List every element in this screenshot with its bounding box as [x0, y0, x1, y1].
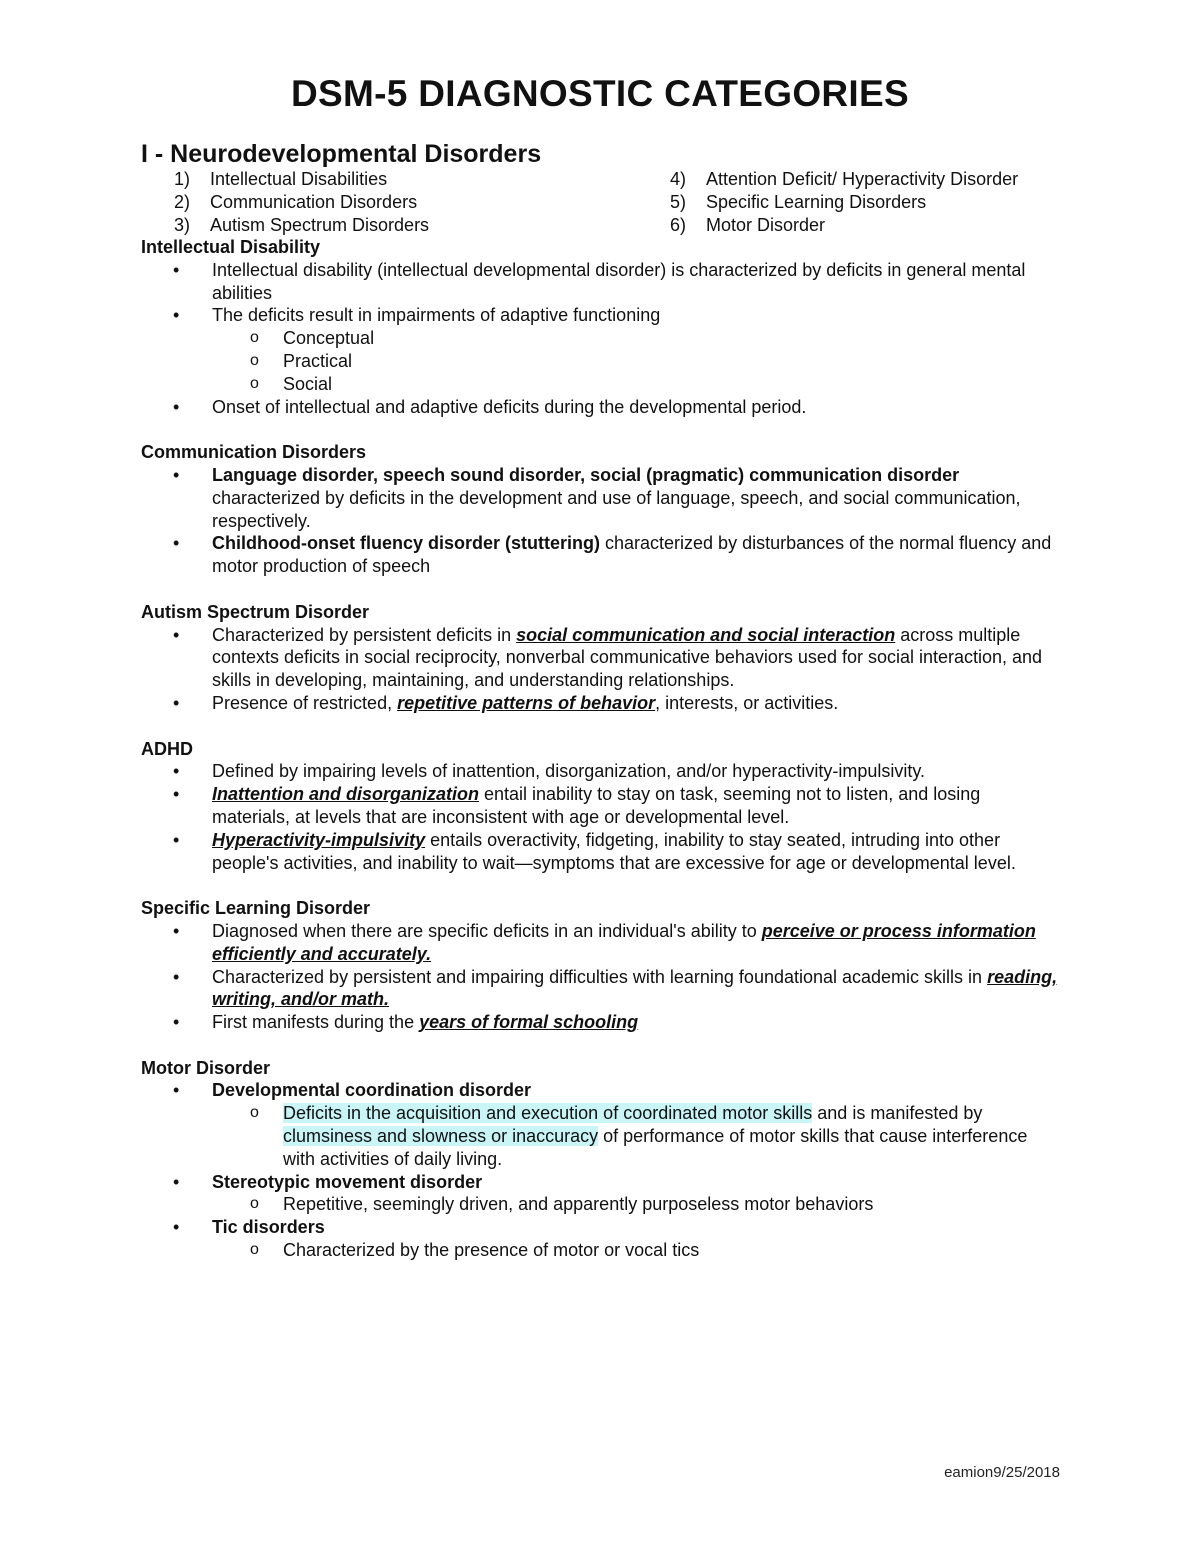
- bullet-list: [141, 464, 1061, 578]
- bold-term: Childhood-onset fluency disorder (stuttering): [212, 533, 600, 554]
- sub-list: [212, 1102, 1061, 1170]
- bullet-text: First manifests during the: [212, 1012, 420, 1033]
- sub-item: [212, 1102, 1061, 1170]
- heading-autism-spectrum-disorder: Autism Spectrum Disorder: [141, 601, 370, 622]
- emphasis-text: years of formal schooling: [419, 1012, 639, 1033]
- toc-number: 1): [174, 169, 191, 189]
- bullet-item: [141, 624, 1061, 692]
- bullet-item: • Defined by impairing levels of inattention, disorganization, and/or hyperactivity-impulsivity.: [141, 760, 1061, 783]
- page-title: DSM-5 DIAGNOSTIC CATEGORIES: [291, 73, 909, 114]
- highlighted-text: clumsiness and slowness or inaccuracy: [283, 1126, 599, 1147]
- bullet-item: [141, 783, 1061, 829]
- sub-text: and is manifested by: [812, 1103, 983, 1124]
- emphasis-text: reading, writing, and/or math.: [212, 966, 1058, 1010]
- bullet-list: [141, 1079, 1061, 1261]
- toc-number: 4): [670, 169, 687, 189]
- heading-intellectual-disability: Intellectual Disability: [141, 237, 321, 257]
- bold-term: Tic disorders: [212, 1217, 325, 1238]
- heading-specific-learning-disorder: Specific Learning Disorder: [141, 898, 371, 919]
- bullet-item: [141, 1011, 1061, 1034]
- toc-number: 6): [670, 215, 687, 235]
- bullet-text: Characterized by persistent deficits in: [212, 624, 517, 645]
- toc-item: [670, 214, 1018, 237]
- bullet-item: [141, 1216, 1061, 1262]
- bullet-list: [141, 624, 1061, 715]
- bold-term: Stereotypic movement disorder: [212, 1171, 483, 1192]
- bullet-text: across multiple contexts deficits in social reciprocity, nonverbal communicative behaviors used for social interaction, and skills in developing, maintaining, and understanding relationships.: [212, 624, 1043, 691]
- toc-item: [670, 168, 1018, 191]
- toc-item: [174, 191, 429, 214]
- bullet-item: [141, 966, 1061, 1012]
- sub-item: o Repetitive, seemingly driven, and apparently purposeless motor behaviors: [212, 1193, 1061, 1216]
- bullet-text: Diagnosed when there are specific deficits in an individual's ability to: [212, 920, 762, 941]
- bullet-item: • Intellectual disability (intellectual developmental disorder) is characterized by deficits in general mental abilities: [141, 259, 1061, 305]
- toc-label: Attention Deficit/ Hyperactivity Disorder: [706, 169, 1019, 189]
- toc-label: Autism Spectrum Disorders: [210, 215, 430, 235]
- highlighted-text: Deficits in the acquisition and execution of coordinated motor skills: [283, 1103, 813, 1124]
- bullet-text: , interests, or activities.: [655, 692, 839, 713]
- toc-number: 3): [174, 215, 191, 235]
- page-footer: eamion9/25/2018: [944, 1464, 1060, 1481]
- sub-list: [212, 327, 1061, 395]
- heading-adhd: ADHD: [141, 738, 193, 759]
- bullet-text: Characterized by persistent and impairing difficulties with learning foundational academic skills in: [212, 966, 988, 987]
- toc-right-list: [670, 168, 1018, 237]
- bullet-text: entail inability to stay on task, seeming not to listen, and losing materials, at levels that are inconsistent with age or developmental level.: [212, 784, 981, 827]
- bullet-item: [141, 920, 1061, 966]
- sub-list: [212, 1193, 1061, 1216]
- toc-label: Communication Disorders: [210, 192, 418, 212]
- toc-number: 5): [670, 192, 687, 212]
- heading-motor-disorder: Motor Disorder: [141, 1057, 271, 1078]
- bullet-item: [141, 1079, 1061, 1170]
- bullet-text: Presence of restricted,: [212, 692, 398, 713]
- bullet-item: [141, 1171, 1061, 1217]
- bold-term: Language disorder, speech sound disorder, social (pragmatic) communication disorder: [212, 464, 960, 485]
- sub-item: o Social: [212, 373, 1061, 396]
- bullet-item: [141, 829, 1061, 875]
- bullet-item: [141, 532, 1061, 578]
- emphasis-text: Inattention and disorganization: [212, 784, 479, 805]
- bullet-list: [141, 259, 1061, 419]
- bullet-item: [141, 304, 1061, 395]
- toc-item: [670, 191, 1018, 214]
- toc-left-list: [174, 168, 429, 237]
- toc-label: Specific Learning Disorders: [706, 192, 927, 212]
- bullet-list: [141, 920, 1061, 1034]
- bullet-item: [141, 464, 1061, 532]
- emphasis-text: perceive or process information efficiently and accurately.: [212, 920, 1036, 964]
- document-body: [141, 236, 1061, 1262]
- sub-item: o Conceptual: [212, 327, 1061, 350]
- toc-number: 2): [174, 192, 191, 212]
- bullet-item: • Onset of intellectual and adaptive deficits during the developmental period.: [141, 396, 1061, 419]
- toc-label: Motor Disorder: [706, 215, 826, 235]
- emphasis-text: Hyperactivity-impulsivity: [212, 829, 426, 850]
- section-title: I - Neurodevelopmental Disorders: [141, 140, 542, 168]
- bullet-text: characterized by disturbances of the normal fluency and motor production of speech: [212, 533, 1052, 577]
- bullet-list: [141, 760, 1061, 874]
- toc-item: [174, 168, 429, 191]
- sub-item: o Characterized by the presence of motor or vocal tics: [212, 1239, 1061, 1262]
- sub-text: of performance of motor skills that cause interference with activities of daily living.: [283, 1126, 1028, 1169]
- toc-label: Intellectual Disabilities: [210, 169, 388, 189]
- bullet-text: entails overactivity, fidgeting, inability to stay seated, intruding into other people's activities, and inability to wait—symptoms that are excessive for age or developmental level.: [212, 829, 1016, 873]
- emphasis-text: social communication and social interaction: [516, 624, 896, 645]
- bullet-text: The deficits result in impairments of adaptive functioning: [212, 305, 661, 326]
- toc-item: [174, 214, 429, 237]
- emphasis-text: repetitive patterns of behavior: [397, 692, 656, 713]
- bullet-text: characterized by deficits in the development and use of language, speech, and social communication, respectively.: [212, 487, 1021, 531]
- bold-term: Developmental coordination disorder: [212, 1080, 532, 1101]
- sub-item: o Practical: [212, 350, 1061, 373]
- sub-list: [212, 1239, 1061, 1262]
- bullet-item: [141, 692, 1061, 715]
- heading-communication-disorders: Communication Disorders: [141, 442, 367, 463]
